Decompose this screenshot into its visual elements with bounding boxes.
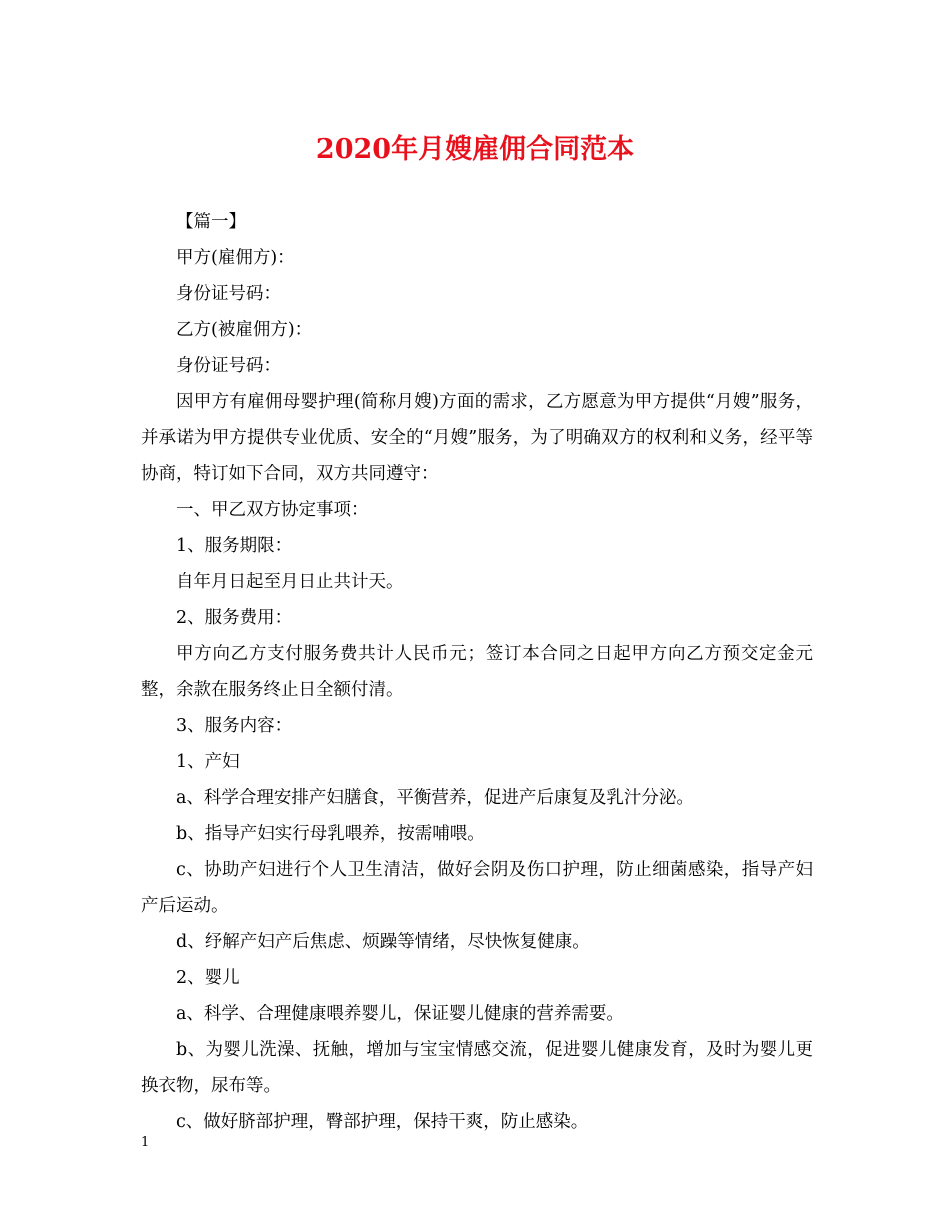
party-a-label: 甲方(雇佣方)： <box>176 248 295 268</box>
service-period-heading: 1、服务期限： <box>176 536 293 556</box>
mother-care-item-a: a、科学合理安排产妇膳食，平衡营养，促进产后康复及乳汁分泌。 <box>176 788 694 808</box>
service-fee-heading: 2、服务费用： <box>176 608 293 628</box>
baby-care-item-a: a、科学、合理健康喂养婴儿，保证婴儿健康的营养需要。 <box>176 1004 624 1024</box>
page-number: 1 <box>141 1135 150 1150</box>
mother-care-item-d: d、纾解产妇产后焦虑、烦躁等情绪，尽快恢复健康。 <box>176 932 590 952</box>
agreed-items-heading: 一、甲乙双方协定事项： <box>176 500 369 520</box>
contract-preamble: 因甲方有雇佣母婴护理(简称月嫂)方面的需求，乙方愿意为甲方提供“月嫂”服务，并承诺为甲方提供专业优质、安全的“月嫂”服务，为了明确双方的权利和义务，经平等协商，特订如下合同，双方共同遵守： <box>141 392 813 484</box>
mother-care-item-c: c、协助产妇进行个人卫生清洁，做好会阴及伤口护理，防止细菌感染，指导产妇产后运动。 <box>141 860 813 916</box>
document-title: 2020年月嫂雇佣合同范本 <box>315 134 635 165</box>
document-body <box>141 204 813 1140</box>
service-content-heading: 3、服务内容： <box>176 716 293 736</box>
service-fee-text: 甲方向乙方支付服务费共计人民币元；签订本合同之日起甲方向乙方预交定金元整，余款在服务终止日全额付清。 <box>141 644 813 700</box>
baby-care-item-c: c、做好脐部护理，臀部护理，保持干爽，防止感染。 <box>176 1112 589 1132</box>
section-heading: 【篇一】 <box>176 212 246 232</box>
baby-care-item-b: b、为婴儿洗澡、抚触，增加与宝宝情感交流，促进婴儿健康发育，及时为婴儿更换衣物，尿布等。 <box>141 1040 813 1096</box>
mother-care-item-b: b、指导产妇实行母乳喂养，按需哺喂。 <box>176 824 485 844</box>
party-b-label: 乙方(被雇佣方)： <box>176 320 313 340</box>
party-b-id-label: 身份证号码： <box>176 356 281 376</box>
service-period-text: 自年月日起至月日止共计天。 <box>176 572 404 592</box>
mother-care-heading: 1、产妇 <box>176 752 240 772</box>
party-a-id-label: 身份证号码： <box>176 284 281 304</box>
baby-care-heading: 2、婴儿 <box>176 968 240 988</box>
